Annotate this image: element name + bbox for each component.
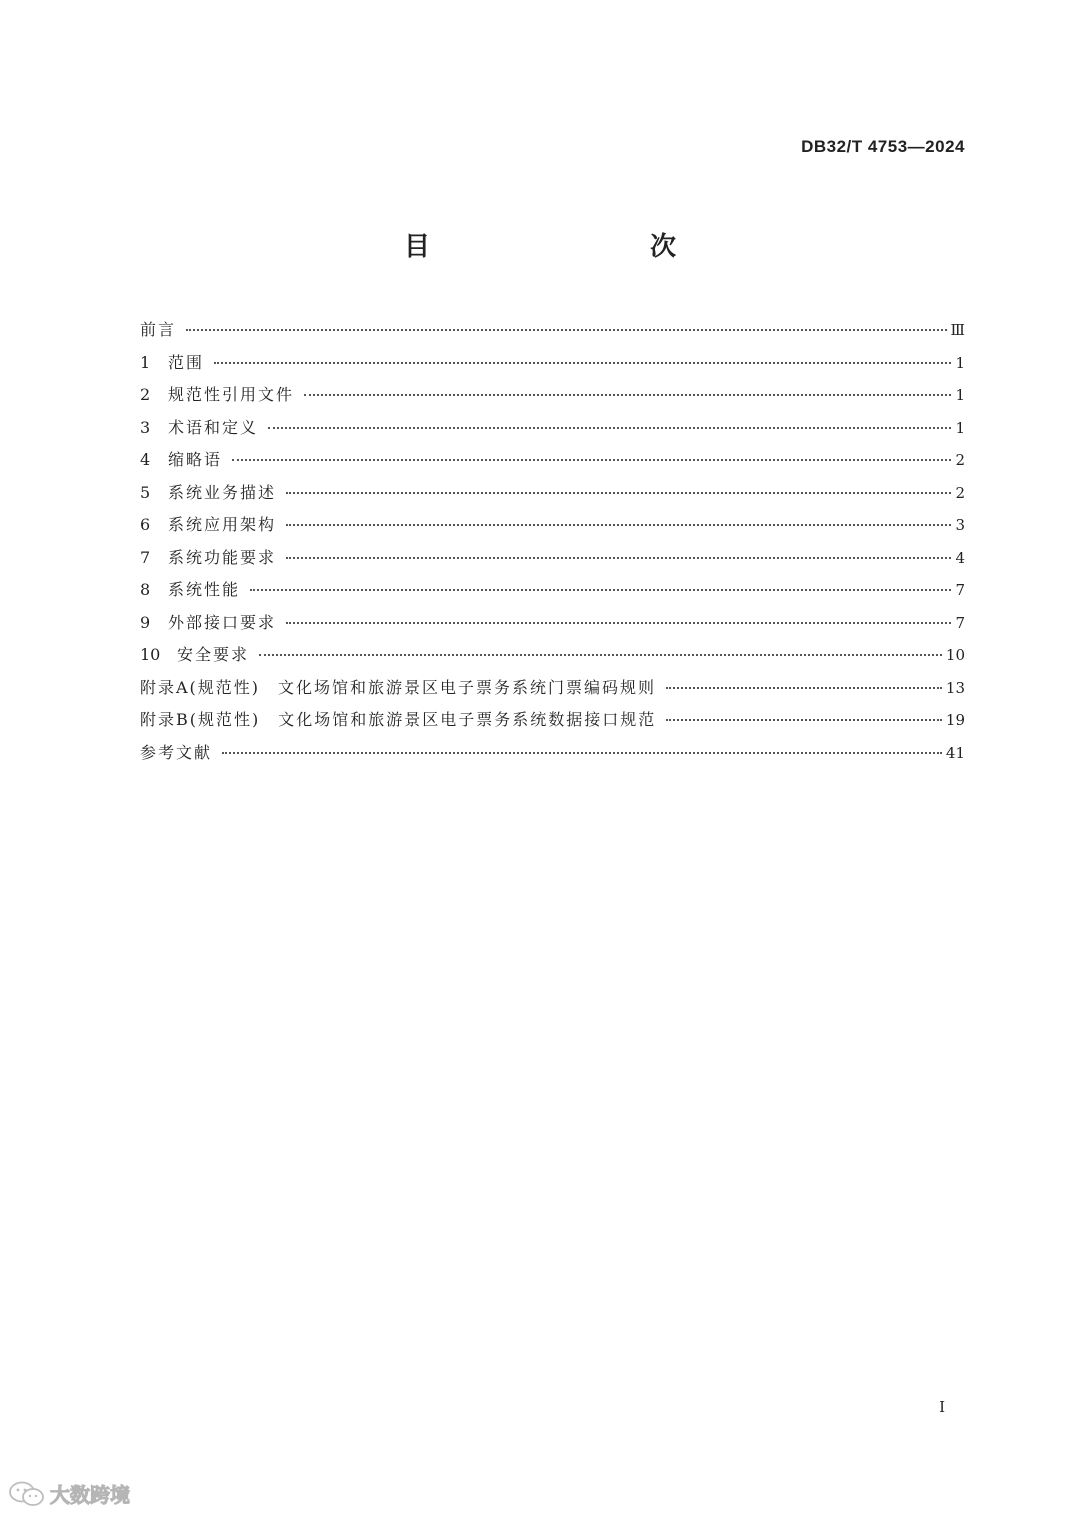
toc-entry-page: 4 xyxy=(955,548,965,567)
toc-leader-dots xyxy=(286,622,951,624)
toc-entry-number: 10 xyxy=(140,645,161,664)
toc-leader-dots xyxy=(666,687,942,689)
toc-leader-dots xyxy=(186,329,947,331)
toc-leader-dots xyxy=(250,589,951,591)
toc-entry-label: 系统性能 xyxy=(168,580,241,599)
toc-leader-dots xyxy=(214,362,951,364)
toc-entry-10[interactable] xyxy=(140,642,965,675)
table-of-contents xyxy=(140,317,965,772)
wechat-logo-icon xyxy=(8,1481,46,1507)
toc-entry-page: 13 xyxy=(945,678,965,697)
toc-entry-number: 4 xyxy=(140,450,151,469)
toc-entry-6[interactable] xyxy=(140,512,965,545)
toc-entry-label: 文化场馆和旅游景区电子票务系统数据接口规范 xyxy=(278,710,657,729)
toc-entry-number: 1 xyxy=(140,352,151,372)
toc-appendix-tag: 附录A(规范性) xyxy=(140,677,261,697)
toc-leader-dots xyxy=(666,719,942,721)
toc-entry-foreword[interactable] xyxy=(140,317,965,350)
toc-entry-label: 外部接口要求 xyxy=(168,612,277,632)
toc-entry-page: 3 xyxy=(955,516,965,534)
toc-leader-dots xyxy=(286,557,951,559)
toc-entry-label: 参考文献 xyxy=(140,742,213,762)
toc-entry-5[interactable] xyxy=(140,480,965,513)
page-number: I xyxy=(939,1398,945,1416)
toc-entry-page: 1 xyxy=(955,418,965,437)
toc-entry-label: 缩略语 xyxy=(168,450,223,469)
toc-entry-2[interactable] xyxy=(140,382,965,415)
page-title: 目 次 xyxy=(403,232,732,262)
toc-entry-page: 2 xyxy=(955,483,965,502)
toc-entry-9[interactable] xyxy=(140,610,965,643)
toc-entry-appendix-a[interactable] xyxy=(140,675,965,708)
toc-entry-page: 1 xyxy=(955,386,965,404)
toc-entry-label: 安全要求 xyxy=(177,645,250,664)
toc-entry-number: 9 xyxy=(140,612,151,632)
toc-entry-page: 7 xyxy=(955,581,965,599)
toc-entry-number: 3 xyxy=(140,417,151,437)
watermark-text: 大数跨境 xyxy=(50,1483,130,1507)
toc-leader-dots xyxy=(304,394,951,396)
toc-entry-label: 文化场馆和旅游景区电子票务系统门票编码规则 xyxy=(278,677,657,697)
toc-entry-page: 1 xyxy=(955,353,965,372)
toc-entry-page: 19 xyxy=(945,711,965,729)
toc-entry-1[interactable] xyxy=(140,350,965,383)
toc-entry-page: 2 xyxy=(955,451,965,469)
standard-code: DB32/T 4753—2024 xyxy=(801,137,965,156)
toc-entry-number: 8 xyxy=(140,580,151,599)
toc-entry-3[interactable] xyxy=(140,415,965,448)
toc-entry-4[interactable] xyxy=(140,447,965,480)
toc-leader-dots xyxy=(286,492,951,494)
toc-entry-7[interactable] xyxy=(140,545,965,578)
toc-entry-number: 2 xyxy=(140,385,151,404)
toc-leader-dots xyxy=(286,524,951,526)
toc-entry-number: 5 xyxy=(140,482,151,502)
toc-entry-number: 6 xyxy=(140,515,151,534)
toc-leader-dots xyxy=(268,427,951,429)
toc-entry-label: 系统业务描述 xyxy=(168,482,277,502)
toc-entry-label: 系统应用架构 xyxy=(168,515,277,534)
toc-appendix-tag: 附录B(规范性) xyxy=(140,710,261,729)
toc-entry-label: 规范性引用文件 xyxy=(168,385,295,404)
toc-entry-page: Ⅲ xyxy=(950,321,965,339)
toc-entry-8[interactable] xyxy=(140,577,965,610)
toc-entry-page: 7 xyxy=(955,613,965,632)
toc-entry-references[interactable] xyxy=(140,740,965,773)
toc-entry-label: 前言 xyxy=(140,320,177,339)
toc-entry-page: 41 xyxy=(945,743,965,762)
toc-leader-dots xyxy=(222,752,942,754)
toc-entry-label: 术语和定义 xyxy=(168,417,259,437)
watermark xyxy=(8,1479,130,1508)
toc-leader-dots xyxy=(232,459,951,461)
toc-entry-appendix-b[interactable] xyxy=(140,707,965,740)
toc-entry-page: 10 xyxy=(945,646,965,664)
toc-leader-dots xyxy=(259,654,942,656)
toc-entry-label: 范围 xyxy=(168,352,205,372)
toc-entry-number: 7 xyxy=(140,547,151,567)
toc-entry-label: 系统功能要求 xyxy=(168,547,277,567)
